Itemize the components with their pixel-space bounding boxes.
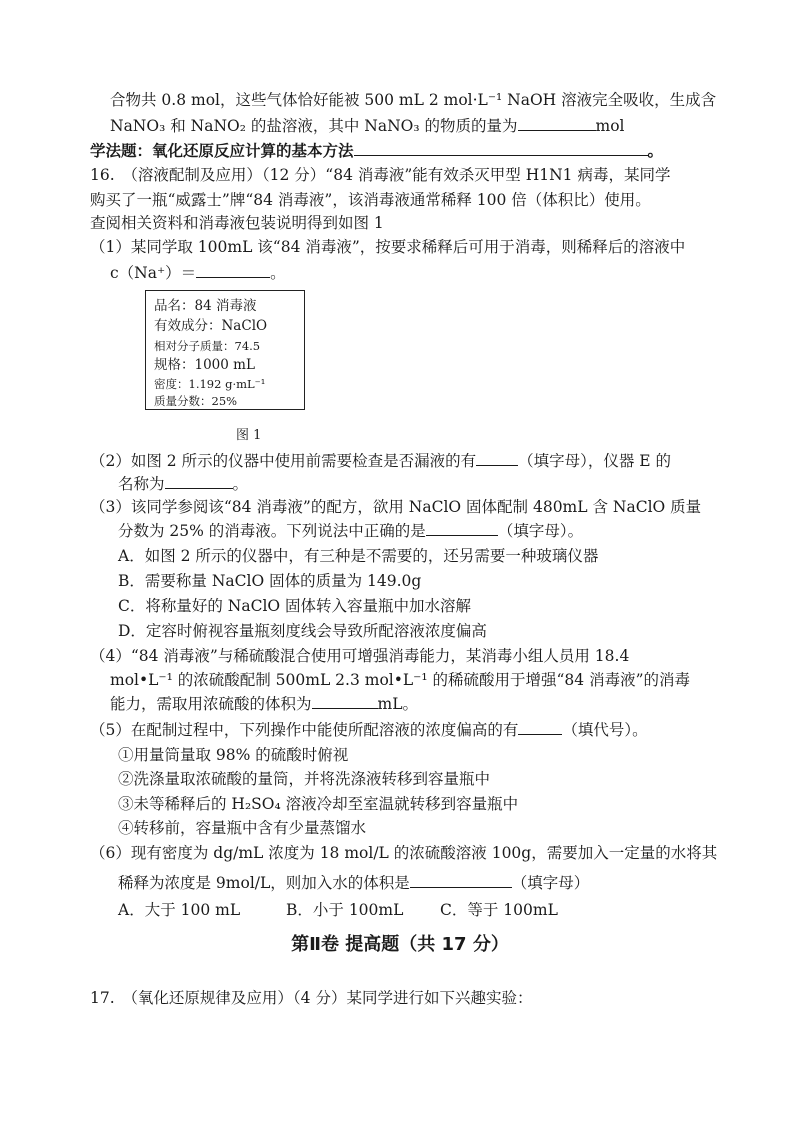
answer-blank[interactable]	[476, 450, 518, 466]
text-line: 查阅相关资料和消毒液包装说明得到如图 1	[90, 214, 384, 232]
label-ingredient: 有效成分：NaClO	[154, 318, 268, 334]
subquestion-3: （3）该同学参阅该“84 消毒液”的配方，欲用 NaClO 固体配制 480mL 含 NaClO 质量	[90, 498, 702, 516]
subquestion-5: （5）在配制过程中，下列操作中能使所配溶液的浓度偏高的有 （填代号）。	[90, 721, 648, 739]
text-line: 稀释为浓度是 9mol/L，则加入水的体积是 （填字母）	[118, 874, 590, 892]
answer-blank[interactable]	[410, 872, 512, 888]
question-16-stem: 16. （溶液配制及应用）（12 分）“84 消毒液”能有效杀灭甲型 H1N1 病毒，某同学	[90, 166, 671, 184]
figure-caption: 图 1	[236, 428, 262, 443]
text-line: 能力，需取用浓硫酸的体积为 mL。	[110, 695, 419, 713]
subquestion-4: （4）“84 消毒液”与稀硫酸混合使用可增强消毒能力，某消毒小组人员用 18.4	[90, 647, 630, 665]
label-mass-fraction: 质量分数：25%	[154, 394, 238, 408]
text-line: NaNO₃ 和 NaNO₂ 的盐溶液，其中 NaNO₃ 的物质的量为 mol	[110, 117, 625, 135]
answer-blank[interactable]	[518, 115, 596, 131]
product-label-figure	[145, 290, 305, 410]
subquestion-2: （2）如图 2 所示的仪器中使用前需要检查是否漏液的有 （填字母），仪器 E 的	[90, 452, 672, 470]
option-a: A．大于 100 mL	[118, 901, 241, 919]
option-c: C．等于 100mL	[440, 901, 558, 919]
item-4: ④转移前，容量瓶中含有少量蒸馏水	[118, 819, 367, 837]
label-name: 品名：84 消毒液	[154, 298, 257, 314]
option-d: D．定容时俯视容量瓶刻度线会导致所配溶液浓度偏高	[118, 622, 487, 640]
answer-blank[interactable]	[312, 693, 378, 709]
method-question: 学法题：氧化还原反应计算的基本方法 。	[90, 141, 664, 160]
text-line: mol•L⁻¹ 的浓硫酸配制 500mL 2.3 mol•L⁻¹ 的稀硫酸用于增强“84 消毒液”的消毒	[110, 671, 690, 689]
label-density: 密度：1.192 g·mL⁻¹	[154, 377, 266, 391]
option-a: A．如图 2 所示的仪器中，有三种是不需要的，还另需要一种玻璃仪器	[118, 547, 599, 565]
answer-blank[interactable]	[196, 262, 270, 278]
item-3: ③未等稀释后的 H₂SO₄ 溶液冷却至室温就转移到容量瓶中	[118, 795, 519, 813]
text-line: 分数为 25% 的消毒液。下列说法中正确的是 （填字母）。	[118, 522, 584, 540]
text-line: 购买了一瓶“威露士”牌“84 消毒液”，该消毒液通常稀释 100 倍（体积比）使用。	[90, 191, 651, 209]
answer-blank[interactable]	[426, 520, 498, 536]
subquestion-1: （1）某同学取 100mL 该“84 消毒液”，按要求稀释后可用于消毒，则稀释后的溶液中	[90, 238, 686, 256]
question-17-stem: 17. （氧化还原规律及应用）（4 分）某同学进行如下兴趣实验：	[90, 989, 533, 1007]
item-2: ②洗涤量取浓硫酸的量筒，并将洗涤液转移到容量瓶中	[118, 770, 491, 788]
option-c: C．将称量好的 NaClO 固体转入容量瓶中加水溶解	[118, 597, 472, 615]
option-b: B．需要称量 NaClO 固体的质量为 149.0g	[118, 572, 422, 590]
label-molecular-weight: 相对分子质量：74.5	[154, 339, 261, 353]
option-b: B．小于 100mL	[286, 901, 404, 919]
answer-blank[interactable]	[354, 140, 648, 156]
item-1: ①用量筒量取 98% 的硫酸时俯视	[118, 746, 349, 764]
answer-blank[interactable]	[518, 719, 562, 735]
section-heading: 第Ⅱ卷 提高题（共 17 分）	[291, 934, 509, 955]
text-line: 名称为 。	[118, 475, 249, 493]
answer-blank[interactable]	[165, 473, 233, 489]
subquestion-6: （6）现有密度为 dg/mL 浓度为 18 mol/L 的浓硫酸溶液 100g，需要加入一定量的水将其	[90, 844, 718, 862]
label-spec: 规格：1000 mL	[154, 357, 255, 373]
text-line: c（Na⁺）＝ 。	[110, 264, 286, 282]
text-line: 合物共 0.8 mol，这些气体恰好能被 500 mL 2 mol·L⁻¹ NaOH 溶液完全吸收，生成含	[110, 91, 717, 109]
